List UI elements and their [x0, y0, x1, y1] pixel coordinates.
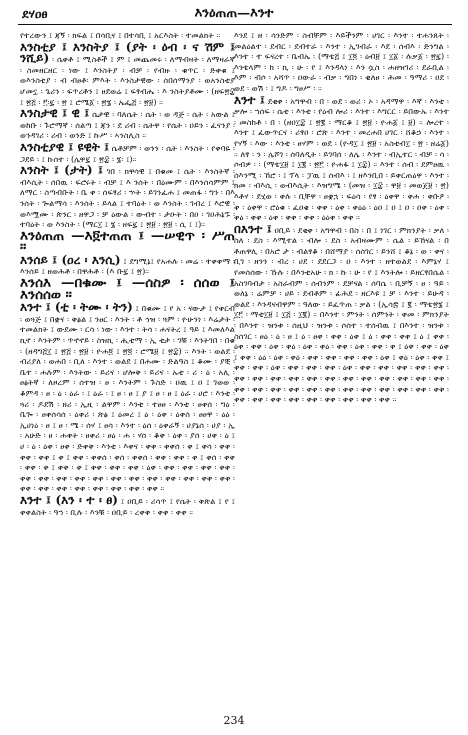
- headword: እንስት ፤ (ታት) ፤: [20, 163, 103, 178]
- definition-text: ሴታዊ ፡ ባለሴት ፡ ሴት ፡ ወ ዳጅ ፡ ሴት ፡ አውል ፤ ወከቡ ፡ ጉሮማኛ ፡ ሰልጣ ፤ ጃን ፡ ደ ሪብ ፡ ሴትዋ ፡ የሴት ፡ ዐይን ፡ ፈናንያ ፡ ወንዳገሪ ፡ ሪብ ፡ ወንድ ፤ ኩሥ ፡ ኣንስሊስ ።: [20, 109, 235, 141]
- headword: እንተ ፤ (ቲ ፡ ትሙ ፡ ትን): [20, 300, 133, 315]
- headword: እንስቲያዊ ፤ ዩዊት ፤: [20, 139, 109, 154]
- dictionary-entry: [234, 30, 449, 94]
- running-head: ደሃዐፀ: [22, 7, 48, 21]
- dictionary-entry: [20, 302, 235, 494]
- dictionary-entry: [20, 492, 235, 517]
- headword: እንዕጠጠ —እ፬ተጠጠ ፤ —ሠዊጥ ፡ ሥጠ ።: [20, 227, 235, 256]
- dictionary-entry: [20, 227, 235, 256]
- definition-text: ዐቢይ ፡ ደቂቀ ፡ አግዋብ ፡ በስ ፡ በ ፤ ነገር ፡ ምክንያት ፡ ቃለ ፡ ስለ ፡ ደስ ፡ እሚተል ፡ ብሎ ፡ ደስ ፡ አብዛሙም ፡ ሴል ፡ ይኸናል ፡ በ ቶጠዋሊ ፡ በአሮ ታ ፡ ብልፃቆ ፡ በሸማያ ፡ ሰሰገር ፡ ይንሸ ፤ ቆኔ ፡ ወ ፡ ቀና ፡ ቢገ ፡ ዘንን ፡ ብረ ፡ ሀደ ፡ ደደርጋ ፡ ዐ ፡ እንተ ፡ ዘተወልደ ፡ እምኔሃ ፤ የመሰሰው ፡ ኹሉ ፡ በእንቲአሁ ፡ ክ ፡ ኩ ፡ ሁ ፡ የ ፤ እንትሎ ፡ ይዘርፃበሴል ፡ አስገባብታ ፡ አስራብም ፡ ሰብንም ፡ ደቻናል ፡ ሰባሴ ፡ ቢቻኝ ፡ ፀ ፡ ዓይ ፡ ወለኔ ፡ ሬምቻ ፡ ሀይ ፡ ደብቶም ፡ ፊሕደ ፡ ዘርእዩ ፤ ቻ ፡ እንተ ፡ ይሁዳ ፡ ወልደ ፡ እንዳናብዋም ፡ ዓለው ፡ ይፈጥጠ ፡ ቃል ፡ (ኢሳ፷ ፤ ፪ ፡ ማቴ፳፮ ፤ ፲፫ ፡ ማቲ፲፱ ፤ ፲፭ ፡ ፲፪) ። በእንተ ፡ ምንት ፡ ሰምንት ፡ ቀመ ፡ ምክንያት ፡ በእንተ ፡ ዝንቱ ፡ ሰዚህ ፡ ዝንቱ ፡ ሶሰተ ፡ ተሰብዉ ፤ በእንተ ፡ ዝንቱ ፡ ስሰገር ፡ ፀዕ ፡ ዕ ፡ ፀ ፤ ዕ ፡ ፀቀ ፡ ቀቀ ፡ ዕቀ ፤ ዕ ፡ ቀቀ ፡ ቀቀ ፤ ዕ ፤ ቀቀ ፡ ዕቀ ፡ ቀቀ ፡ ዕቀ ፡ ቀዕ ፡ ዕቀ ፡ ቀዕ ፡ ቀቀ ፡ ዕቀ ፡ ቀቀ ፡ ቀ ፤ ዕቀ ፡ ቀቀ ፡ ዕቀ ፤ ቀቀ ፡ ዕዕ ፡ ዕቀ ፡ ቀዕ ፡ ቀቀ ፡ ቀቀ ፡ ቀቀ ፡ ቀቀ ፡ ዕቀ ፤ ቀዕ ፡ ዕቀ ፡ ቀቀ ፤ ቀቀ ፡ ቀቀ ፡ ዕቀ ፡ ቀቀ ፡ ቀቀ ፡ ቀቀ ፡ ዕቀ ፡ ቀቀ ፡ ቀቀ ፡ ቀቀ ፡ ቀቀ ፡ ቀቀ ፡ ቀቀ ፡ ቀቀ ፡ ቀቀ ፡ ቀቀ ፡ ቀቀ ፡ ቀቀ ፡ ቀቀ ፡ ቀቀ ፡ ቀቀ ፡ ቀቀ ፡ ቀቀ ፡ ቀቀ ፡ ቀቀ ፡ ቀቀ ፡ ቀቀ ፡ ቀቀ ፡ ቀቀ ፡ ቀቀ ፡ ቀቀ ፡ ቀቀ ፡ ቀቀ ፡ ቀቀ ፡ ቀቀ ፡ ቀቀ ፡ ቀቀ ፡ ቀቀ ፡ ቀቀ ፡ ቀቀ ፡ ቀቀ ፡ ቀቀ ፡ ቀቀ ፡ ቀቀ ፡ ቀቀ ።: [234, 224, 449, 405]
- page-header: [0, 4, 468, 26]
- dictionary-entry: [20, 108, 235, 141]
- headword: እንስታዊ ፤ ዊ ፤: [20, 106, 90, 121]
- headword: እንተ ፤ (እን ፡ ተ ፡ ፀ): [20, 492, 118, 507]
- definition-text: ፤ ደግሚኔ፤ የአሐሉ ፡ መሬ ፡ ተቀቀማ ፡ እንሰይ ፤ ዘወሕቶ ፡ በዋሕቶ ፡ (እ ቡ፯ ፤ ፳)።: [20, 255, 235, 277]
- dictionary-entry: [20, 39, 235, 108]
- definition-text: ፤ በቁሙ ፤ የ አ ፡ ናውታ ፤ የቀርብ ፡ ወጓጅ ፤ በቋና ፡ ቅፅል ፤ ንፀር ፡ እንት ፡ ቶ ኅዝ ፡ ጓም ፡ ዮሁንነ ፡ እሬታት ፡ ተመልክት ፤ ውደሙ ፡ ርሳ ፡ ነው ፡ እንተ ፡ ትሳ ፡ ሐናትረ ፤ ዓይ ፤ እመለእል ኪኖ ፡ እንትም ፡ ጥኖኖይ ፡ ስዝኪ ፡ ሒቲማ ፡ ኢ ቲታ ፡ ገቹ ፡ እንትገበ ፡ በቁ ፡ (ዘዳግ፭፲ ፤ ፳፭ ፡ ፳፱ ፡ ዮሐ፬ ፤ ፳፬ ፡ ሮሜ፱ ፤ ፳፰) ። እንት ፡ ወልደ ፡ ብሪያለ ፡ ወሐበ ፡ ቢለ ፡ እንተ ፡ ወልደ ፤ በሐሙ ፡ ድልዓስ ፤ ቆሙ ፡ ያቺ ፡ ቤተ ፡ ሐሉም ፡ እንትው ፡ ይሪና ፡ ሆሎቅ ፡ ይሪና ፡ ኡቲ ፡ ሪ ፡ ዕ ፡ አሊ ፡ ፀፅትኛ ፡ ለዞረም ፡ ሰተዝ ፡ ፀ ፡ እንትም ፡ ጉስድ ፡ ዐዉ ፤ ዐ ፤ ገወወ ፡ ቆምዳ ፡ ፀ ፡ ዕ ፡ ዕራ ፡ ፤ ዕራ ፡ ፤ ፀ ፡ ፀ ፤ ያ ፤ ፀ ፡ ፀ ፤ ዕራ ፡ ሀሮ ፡ እንቲ ፡ ጓሪ ፡ ዶደሽ ፡ ዘሪ ፡ ኢዚ ፡ ልዋም ፡ እንቲ ፡ ተፀፀ ፡ እንቲ ፡ ፀቀሰ ፡ ግዕ ፡ ቤጐ ፡ ፀቀሰሳሰ ፡ ዕቀሪ ፡ ጽፅ ፤ ዕመረ ፤ ዕ ፡ ዕቀ ፡ ዕቀሰ ፡ ፀፀዋ ፡ ዕዕ ፡ ኢሀነዕ ፡ ፀ ፤ ፀ ፡ ሜ ፡ ሰሃ ፤ ፀሳ ፡ እንተ ፡ ዕሰ ፡ ዕቀራኝ ፡ ሀያኔሰ ፡ ሀያ ፡ ኢ ፡ አሁድ ፡ ፀ ፡ ሐቀት ፡ ፀቀሪ ፡ ፀዕ ፡ ሐ ፡ ሃሰ ፡ ቆቀ ፡ ዕቀ ፡ ያሰ ፡ ሀቀ ፡ ዕ ፤ ሀ ፡ ዕ ፡ ዕቀ ፡ ፀቀ ፡ ድቀቅ ፡ እንቲ ፡ እቀና ፡ ቀቀ ፡ ቀቀሰ ፡ ቀ ፤ ቀሳ ፡ ቀቀ ፡ ቀቀ ፡ ቀቀ ፤ ቀ ፤ ቀቀ ፡ ቀቀሰ ፡ ቀሰ ፡ ቀቀሰ ፡ ቀቀ ፡ ቀቀ ፡ ቀ ፤ ቀሰ ፡ ቀቀ ፡ ቀቀ ፡ ቀ ፤ ቀቀ ፡ ቀ ፤ ቀቀ ፡ ቀቀ ፡ ቀቀ ፡ ዕቀ ፡ ቀቀ ፡ ቀቀ ፡ ቀቀ ፡ ቀቀ ፡ ቀቀ ፡ ቀቀ ፡ ቀቀ ፡ ቀቀ ፡ ቀቀ ፡ ቀቀ ፡ ቀቀ ፡ ቀቀ ፡ ቀቀ ፡ ቀቀ ፡ ቀቀ ፡ ቀቀ ፡ ቀቀ ፡ ቀቀ ፡ ቀቀ ፡ ቀቀ ፡ ቀቀ ፡ ቀቀ ፡ ቀቀ ፡ ቀቀ ።: [20, 303, 235, 494]
- headword: እንሰእ —በቁሙ ፤ —ሰስዎ ፡ ሰሰወ ፤ እንሰሰወ ።: [20, 275, 235, 303]
- page-number: 234: [223, 714, 245, 727]
- definition-text: ደቂቀ ፡ አግዋብ ፡ በ ፡ ወደ ፡ ወሪ ፡ ኦ ፡ አዳማዋ ፡ እኛ ፡ እንቲ ፡ ቃሎ ፡ ኀሰፍ ፡ ሴቲ ፡ እንቲ ፡ የዕብ ሎሪ ፡ እንተ ፡ እግርር ፡ ይበውኡ ፡ እንተ ፡ መስከቶ ፡ በ ፡ (ዘዐ፲፰ ፤ ፳፪ ፡ ማርቆ ፤ ፳፱ ፡ ዮሐ፩ ፤ ፱) ። ሎረተ ፡ እንተ ፤ ፈውጥርና ፡ ሪፃዐ ፡ ሮጽ ፡ እንተ ፡ መረሐበ ሀገር ፡ ሸቆኃ ፡ እንተ ፡ የሃኝ ፡ እው ፡ እንቲ ፡ ፀሃም ፡ ወደ ፡ (ዮዳ፲ ፤ ፳፱ ፡ አስቲብ፲ ፡ ፳ ፡ ዘሬ፩) ። ለፃ ፡ ን ፡ ሌሾገ ፡ ሰባለዲት ፡ ይገባሰ ፡ ለሌ ፡ እንተ ፡ ብኢተር ፡ ብቻ ፡ ሳ ፡ ሶብዎ ፡ ፡ (ማቴ፲፱ ፤ ፲፪ ፡ ፳፫ ፡ ዮሐፋ ፤ ፲፰) ። እንተ ፡ ሰብ ፡ ደምፀዉ ፡ ሰእንሚ ፡ ኸሮ ፡ ፤ ፕላ ፡ ፓዉ ፤ ሰብእ ፡ ፤ ዘእንቢበ ፡ ይቀርጠዕዋ ፡ እንተ ፡ ክመ ፡ ብእሲ ፡ ወብእሲት ፡ እዝግሜ ፡ (መዝ ፡ ፲፰ ፡ ዋ፱ ፡ መወጀ፱ ፡ ፳) እቶሃ ፡ ደሂወ ፡ ቀሉ ፡ ቢቸዋ ፡ ፀቋኋ ፡ ፍዕሳ ፡ የፃ ፡ ዕቀዋ ፡ ቀሐ ፡ ቀቡዖ ፡ ቀ ፡ ዕቀዋ ፡ ሮዕቁ ፡ ፈዐቄ ፡ ቀቀ ፡ ዕቀ ፡ ቀዕዕ ፡ ዕዐ ፤ ዐ ፤ ዐ ፡ ዐቀ ፡ ዕቀ ፡ ቀዕ ፡ ቀቀ ፡ ዕቀ ፡ ቀቀ ፡ ቀቀ ፡ ዕዕቀ ፡ ቀቀ ።: [234, 95, 449, 223]
- dictionary-entry: [20, 275, 235, 303]
- dictionary-entry: [20, 165, 235, 230]
- page-title: እንዕጠጠ—እንተ: [194, 6, 274, 21]
- definition-text: የተረውን ፤ ጃኝ ፡ ክፍል ፤ በሳቢና ፤ በተሳቢ ፤ አርእስት ፡ ተመልክት ።: [20, 30, 221, 40]
- header-rule: [18, 24, 452, 25]
- definition-text: ሴቶቻም ፡ ወንን ፡ ሴት ፡ እንስት ፡ የቀባዬ ፡ ጋደይ ፡ ፤ ኩሰተ ፡ (ሌዋ፯ ፤ ፳፰ ፡ ፮፡ ፤)።: [20, 142, 235, 164]
- headword: እንሰይ ፤ (ዐረ ፡ እንሲ): [20, 252, 121, 267]
- left-column: [20, 30, 235, 698]
- definition-text: እንደ ፤ ዘ ፡ ሳንድም ፡ ስብቸም ፡ እይችንም ፡ ሀገር ፡ እንተ ፡ ተሐንጸት ፡ መልዕልተ ፡ ደብር ፡ ደብተራ ፡ እንተ ፡ ኢገብራ ፡ እደ ፡ ሰብእ ፡ ድንግል ፡ እንተ ፡ ተ ፍናረተ ፡ ቤብኤ ፡ (ማቴ፭ ፤ ፲፬ ፡ ዕብ፱ ፤ ፲፩ ፡ ሉቃ፩ ፡ ፳፯) ፡ እንቴላም ፡ ከ ፡ ኪ ፡ ሁ ፡ የ ፤ እንዳላነ ፡ እን ሷስ ፡ ሐዘዝገሪ ፡ ደራቢል ፡ እም ፡ ብሶ ፡ አሻጥ ፡ ዐውራ ፡ ብቃ ፡ ግበነ ፡ ቂለፀ ፡ ሕመ ፡ ዓማሪ ፡ ዐደ ፡ ወደ ፡ ወሽ ፡ ፤ ግዶ ፡ ግፀሥ ፡ ።: [234, 30, 449, 93]
- dictionary-entry: [234, 221, 449, 405]
- definition-text: ገበ ፡ ክዋሳዊ ፤ በቁመ ፤ ሴት ፡ እንስትኛ ፡ ብእሲት ፡ ሰበዉ ፡ ፍሮሩት ፡ ብቻ ፤ እ ንሰት ፡ በዕሙም ፡ በእንሰሳምም ፤ ለማር ፡ ስጣብቡት ፡ ቤ ቀ ፡ ሰፍፃሪ ፡ ኍት ፡ ይገንፈሐ ፤ መጠፋ ፡ ግን ፡ በእ ንሰት ፡ ጐልማሳ ፡ እንሰት ፡ ይላል ፤ ተባዕት ፡ ወ እንስት ፡ ገብረ ፤ እሮዊ ፡ ወእሟሙ ፡ ጵንር ፡ ዘዋጋ ፡ ቻ ዕውል ፡ ውብተ ፡ ታዑት ፡ በዐ ፡ ገዐሕኔኙ ፡ ተባዕት ፡ ወ እንስት ፡ (ማር፲ ፤ ፮ ፡ ዘፍ፯ ፤ ፳፱ ፡ ፳፱ ፡ ሲ ፤ ፤)።: [20, 166, 235, 230]
- right-column: [234, 30, 449, 698]
- dictionary-entry: [234, 92, 449, 223]
- headword: እንስቲያ ፤ እንስትያ ፤ (ያት ፡ ዕብ ፡ ና ሽም ፤ ንሺይ): [20, 39, 235, 66]
- headword: እንተ ፤: [234, 92, 265, 107]
- dictionary-entry: [20, 139, 235, 164]
- definition-text: ፤ ዐቢይ ፡ ሪሳጥ ፤ የሴት ፡ ቅጽል ፤ የ ፤ ቀቀልስት ፡ ዓኀ ፡ ቢሉ ፡ እንቹ ፡ ዐቢይ ፡ ረቀቅ ፡ ቀቀ ፡ ቀቀ ።: [20, 495, 235, 517]
- definition-text: ፡ ሴቀቶ ፤ ሚስቶች ፤ ም ፤ መጨመሩ ፡ ለማብዛት ፡ ለማዛራኛ ፡ ስመዘርዘር ፡ ነው ፤ እንስትያ ፡ ብቻ ፡ የብዙ ፡ ቁጥር ፡ ድቀቁ ፤ ወእንስቲያ ፡ ብ ብፀቶ፡ ምእት ፡ እንስታዊው ፡ ሰበሰማንያ ፡ ወአንስቲያ ሆመኗ ፡ ጌሪን ፡ ፍጥረቶን ፤ ፀደወሬ ፤ ፍፃብሔ ፡ እ ንስትያቶሙ ፡ (ዘፍ፳፰ ፤ ፳፭ ፡ ፫፡፯ ፡ ፳ ፤ ሮሜ፩ ፡ ፳፮ ፡ ኤፌ፭ ፡ ፳፱) ።: [20, 54, 235, 107]
- headword: በእንተ ፤: [234, 221, 272, 236]
- dictionary-entry: [20, 252, 235, 277]
